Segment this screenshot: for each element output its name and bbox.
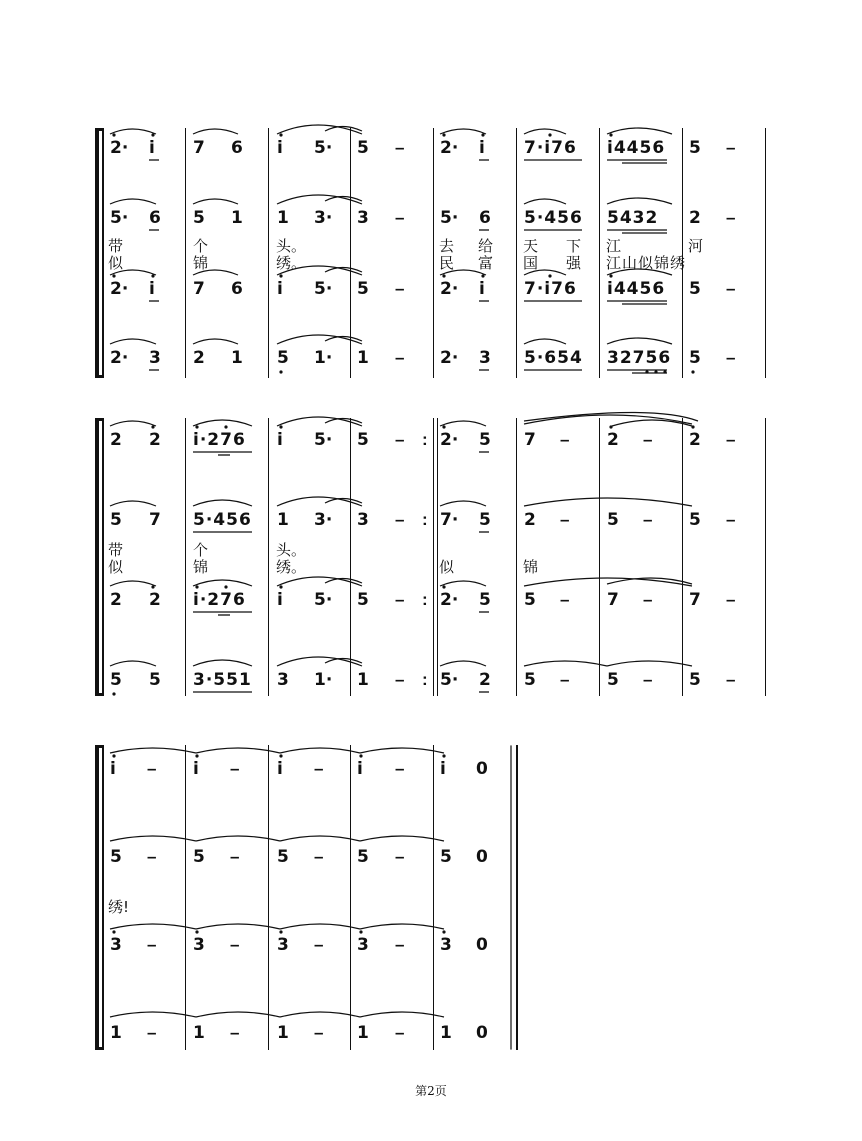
repeat-sign: : bbox=[422, 430, 428, 449]
dash: – bbox=[230, 1023, 240, 1042]
note: 5 bbox=[357, 279, 369, 299]
note: 0 bbox=[476, 759, 488, 779]
note: 5·456 bbox=[193, 510, 252, 530]
note: i bbox=[193, 759, 199, 779]
note: i bbox=[479, 138, 485, 158]
note: 7 bbox=[524, 430, 536, 450]
note: 0 bbox=[476, 935, 488, 955]
note: 5 bbox=[689, 279, 701, 299]
lyric: 带 bbox=[108, 237, 124, 255]
dash: – bbox=[726, 430, 736, 449]
note: 2· bbox=[110, 348, 129, 368]
note: 2 bbox=[110, 590, 122, 610]
note: 1 bbox=[193, 1023, 205, 1043]
note: 1 bbox=[110, 1023, 122, 1043]
note: 32756 bbox=[607, 348, 672, 368]
lyrics-line-1 bbox=[92, 238, 772, 254]
dash: – bbox=[147, 759, 157, 778]
note: 5 bbox=[110, 847, 122, 867]
lyric: 绣。 bbox=[276, 254, 307, 272]
lyric: 天 bbox=[523, 237, 539, 255]
lyric: 绣! bbox=[108, 898, 130, 916]
repeat-sign: : bbox=[422, 590, 428, 609]
note: 1 bbox=[231, 208, 243, 228]
dash: – bbox=[230, 759, 240, 778]
note: 5 bbox=[193, 847, 205, 867]
note: 0 bbox=[476, 1023, 488, 1043]
note: i4456 bbox=[607, 279, 666, 299]
dash: – bbox=[643, 430, 653, 449]
note: 5 bbox=[479, 430, 491, 450]
dash: – bbox=[560, 430, 570, 449]
dash: – bbox=[395, 430, 405, 449]
voice-4 bbox=[92, 670, 772, 700]
note: 1 bbox=[277, 1023, 289, 1043]
note: 7·i76 bbox=[524, 279, 577, 299]
dash: – bbox=[726, 279, 736, 298]
dash: – bbox=[314, 759, 324, 778]
voice-3 bbox=[92, 279, 772, 309]
dash: – bbox=[314, 935, 324, 954]
repeat-sign: : bbox=[422, 510, 428, 529]
note: i bbox=[440, 759, 446, 779]
note: 3 bbox=[479, 348, 491, 368]
note: 3· bbox=[314, 510, 333, 530]
note: 7·i76 bbox=[524, 138, 577, 158]
note: 5 bbox=[110, 510, 122, 530]
lyric: 头。 bbox=[276, 541, 307, 559]
note: 2 bbox=[110, 430, 122, 450]
dash: – bbox=[395, 759, 405, 778]
ties-and-dots bbox=[92, 745, 792, 1050]
note: i bbox=[277, 590, 283, 610]
voice-2 bbox=[92, 847, 772, 877]
lyrics-line-1 bbox=[92, 542, 772, 558]
note: 1 bbox=[277, 510, 289, 530]
dash: – bbox=[560, 590, 570, 609]
barline bbox=[268, 745, 269, 1050]
note: 5 bbox=[149, 670, 161, 690]
note: 3 bbox=[193, 935, 205, 955]
voice-3 bbox=[92, 935, 772, 965]
voice-2 bbox=[92, 510, 772, 540]
dash: – bbox=[560, 510, 570, 529]
note: 5· bbox=[110, 208, 129, 228]
note: 3 bbox=[277, 670, 289, 690]
note: i bbox=[277, 430, 283, 450]
note: 5 bbox=[689, 138, 701, 158]
note: i bbox=[277, 759, 283, 779]
note: 5 bbox=[689, 348, 701, 368]
dash: – bbox=[643, 590, 653, 609]
note: 2 bbox=[149, 430, 161, 450]
note: 2 bbox=[524, 510, 536, 530]
lyric: 绣。 bbox=[276, 558, 307, 576]
note: 5· bbox=[314, 138, 333, 158]
note: 2· bbox=[440, 279, 459, 299]
lyric: 江山似锦绣 bbox=[606, 254, 687, 272]
voice-2 bbox=[92, 208, 772, 238]
voice-4 bbox=[92, 1023, 772, 1053]
dash: – bbox=[643, 670, 653, 689]
note: 6 bbox=[479, 208, 491, 228]
note: 3 bbox=[357, 510, 369, 530]
note: 5 bbox=[440, 847, 452, 867]
note: 5· bbox=[440, 208, 459, 228]
page-number: 第2页 bbox=[415, 1084, 447, 1098]
note: 5432 bbox=[607, 208, 659, 228]
note: 7 bbox=[607, 590, 619, 610]
note: 3 bbox=[110, 935, 122, 955]
note: 5· bbox=[314, 279, 333, 299]
note: 1 bbox=[357, 670, 369, 690]
lyric: 带 bbox=[108, 541, 124, 559]
note: 2· bbox=[440, 430, 459, 450]
final-barline bbox=[516, 745, 518, 1050]
dash: – bbox=[726, 510, 736, 529]
barline bbox=[185, 745, 186, 1050]
lyric: 个 bbox=[193, 237, 209, 255]
note: 3 bbox=[357, 208, 369, 228]
voice-1 bbox=[92, 759, 772, 789]
dash: – bbox=[726, 348, 736, 367]
note: 1 bbox=[440, 1023, 452, 1043]
barline bbox=[350, 745, 351, 1050]
dash: – bbox=[395, 348, 405, 367]
note: 1 bbox=[231, 348, 243, 368]
voice-4 bbox=[92, 348, 772, 378]
note: 5 bbox=[479, 590, 491, 610]
note: 7 bbox=[193, 279, 205, 299]
dash: – bbox=[726, 208, 736, 227]
lyric: 似 bbox=[108, 558, 124, 576]
note: 7· bbox=[440, 510, 459, 530]
dash: – bbox=[395, 279, 405, 298]
dash: – bbox=[395, 138, 405, 157]
note: 5· bbox=[440, 670, 459, 690]
lyric: 锦 bbox=[523, 558, 539, 576]
note: 2· bbox=[440, 590, 459, 610]
note: 2· bbox=[110, 279, 129, 299]
note: 2 bbox=[193, 348, 205, 368]
voice-1 bbox=[92, 430, 772, 460]
note: i·276 bbox=[193, 430, 246, 450]
note: 2 bbox=[689, 208, 701, 228]
lyric: 下 bbox=[566, 237, 582, 255]
dash: – bbox=[147, 847, 157, 866]
note: 5· bbox=[314, 590, 333, 610]
note: 3 bbox=[357, 935, 369, 955]
system-bracket bbox=[92, 745, 106, 1050]
lyric: 头。 bbox=[276, 237, 307, 255]
note: 1 bbox=[357, 1023, 369, 1043]
lyric: 给 bbox=[478, 237, 494, 255]
lyric: 锦 bbox=[193, 558, 209, 576]
note: i bbox=[479, 279, 485, 299]
note: 5·456 bbox=[524, 208, 583, 228]
note: 5 bbox=[357, 430, 369, 450]
note: i bbox=[149, 279, 155, 299]
lyric: 去 bbox=[439, 237, 455, 255]
note: 3·551 bbox=[193, 670, 252, 690]
note: 2 bbox=[149, 590, 161, 610]
dash: – bbox=[726, 590, 736, 609]
dash: – bbox=[395, 208, 405, 227]
dash: – bbox=[560, 670, 570, 689]
note: i·276 bbox=[193, 590, 246, 610]
voice-1 bbox=[92, 138, 772, 168]
lyrics-line-2 bbox=[92, 255, 772, 271]
note: 5 bbox=[607, 510, 619, 530]
dash: – bbox=[230, 847, 240, 866]
note: i4456 bbox=[607, 138, 666, 158]
note: 5 bbox=[110, 670, 122, 690]
note: 2 bbox=[479, 670, 491, 690]
note: 5 bbox=[357, 138, 369, 158]
dash: – bbox=[395, 935, 405, 954]
lyric: 民 bbox=[439, 254, 455, 272]
dash: – bbox=[395, 670, 405, 689]
note: i bbox=[110, 759, 116, 779]
dash: – bbox=[314, 1023, 324, 1042]
lyric: 富 bbox=[478, 254, 494, 272]
note: i bbox=[149, 138, 155, 158]
note: 6 bbox=[231, 138, 243, 158]
note: 6 bbox=[149, 208, 161, 228]
note: 1 bbox=[277, 208, 289, 228]
dash: – bbox=[726, 138, 736, 157]
note: 5 bbox=[524, 670, 536, 690]
note: 2· bbox=[110, 138, 129, 158]
lyric: 个 bbox=[193, 541, 209, 559]
note: 1 bbox=[357, 348, 369, 368]
lyric: 锦 bbox=[193, 254, 209, 272]
note: 2· bbox=[440, 348, 459, 368]
barline bbox=[433, 745, 434, 1050]
dash: – bbox=[395, 510, 405, 529]
lyric: 江 bbox=[606, 237, 622, 255]
lyric: 河 bbox=[688, 237, 704, 255]
dash: – bbox=[643, 510, 653, 529]
note: 5 bbox=[524, 590, 536, 610]
lyric: 似 bbox=[108, 254, 124, 272]
note: 5 bbox=[689, 510, 701, 530]
dash: – bbox=[147, 935, 157, 954]
repeat-sign: : bbox=[422, 670, 428, 689]
note: 5 bbox=[357, 590, 369, 610]
note: 5 bbox=[479, 510, 491, 530]
dash: – bbox=[395, 847, 405, 866]
note: 5 bbox=[357, 847, 369, 867]
lyrics-line-1 bbox=[92, 899, 772, 915]
note: 5· bbox=[314, 430, 333, 450]
note: 2 bbox=[607, 430, 619, 450]
dash: – bbox=[395, 590, 405, 609]
note: i bbox=[277, 279, 283, 299]
note: 5 bbox=[607, 670, 619, 690]
note: 1· bbox=[314, 670, 333, 690]
note: 5·654 bbox=[524, 348, 583, 368]
note: 1· bbox=[314, 348, 333, 368]
lyric: 强 bbox=[566, 254, 582, 272]
lyric: 似 bbox=[439, 558, 455, 576]
note: 7 bbox=[149, 510, 161, 530]
dash: – bbox=[314, 847, 324, 866]
note: 2 bbox=[689, 430, 701, 450]
note: 3 bbox=[440, 935, 452, 955]
note: i bbox=[357, 759, 363, 779]
note: 5 bbox=[193, 208, 205, 228]
lyric: 国 bbox=[523, 254, 539, 272]
note: 2· bbox=[440, 138, 459, 158]
note: 5 bbox=[277, 847, 289, 867]
note: 6 bbox=[231, 279, 243, 299]
lyrics-line-2 bbox=[92, 559, 772, 575]
note: 3· bbox=[314, 208, 333, 228]
note: 0 bbox=[476, 847, 488, 867]
dash: – bbox=[395, 1023, 405, 1042]
note: i bbox=[277, 138, 283, 158]
note: 5 bbox=[689, 670, 701, 690]
dash: – bbox=[230, 935, 240, 954]
note: 7 bbox=[689, 590, 701, 610]
note: 5 bbox=[277, 348, 289, 368]
dash: – bbox=[726, 670, 736, 689]
note: 7 bbox=[193, 138, 205, 158]
note: 3 bbox=[149, 348, 161, 368]
note: 3 bbox=[277, 935, 289, 955]
voice-3 bbox=[92, 590, 772, 620]
dash: – bbox=[147, 1023, 157, 1042]
